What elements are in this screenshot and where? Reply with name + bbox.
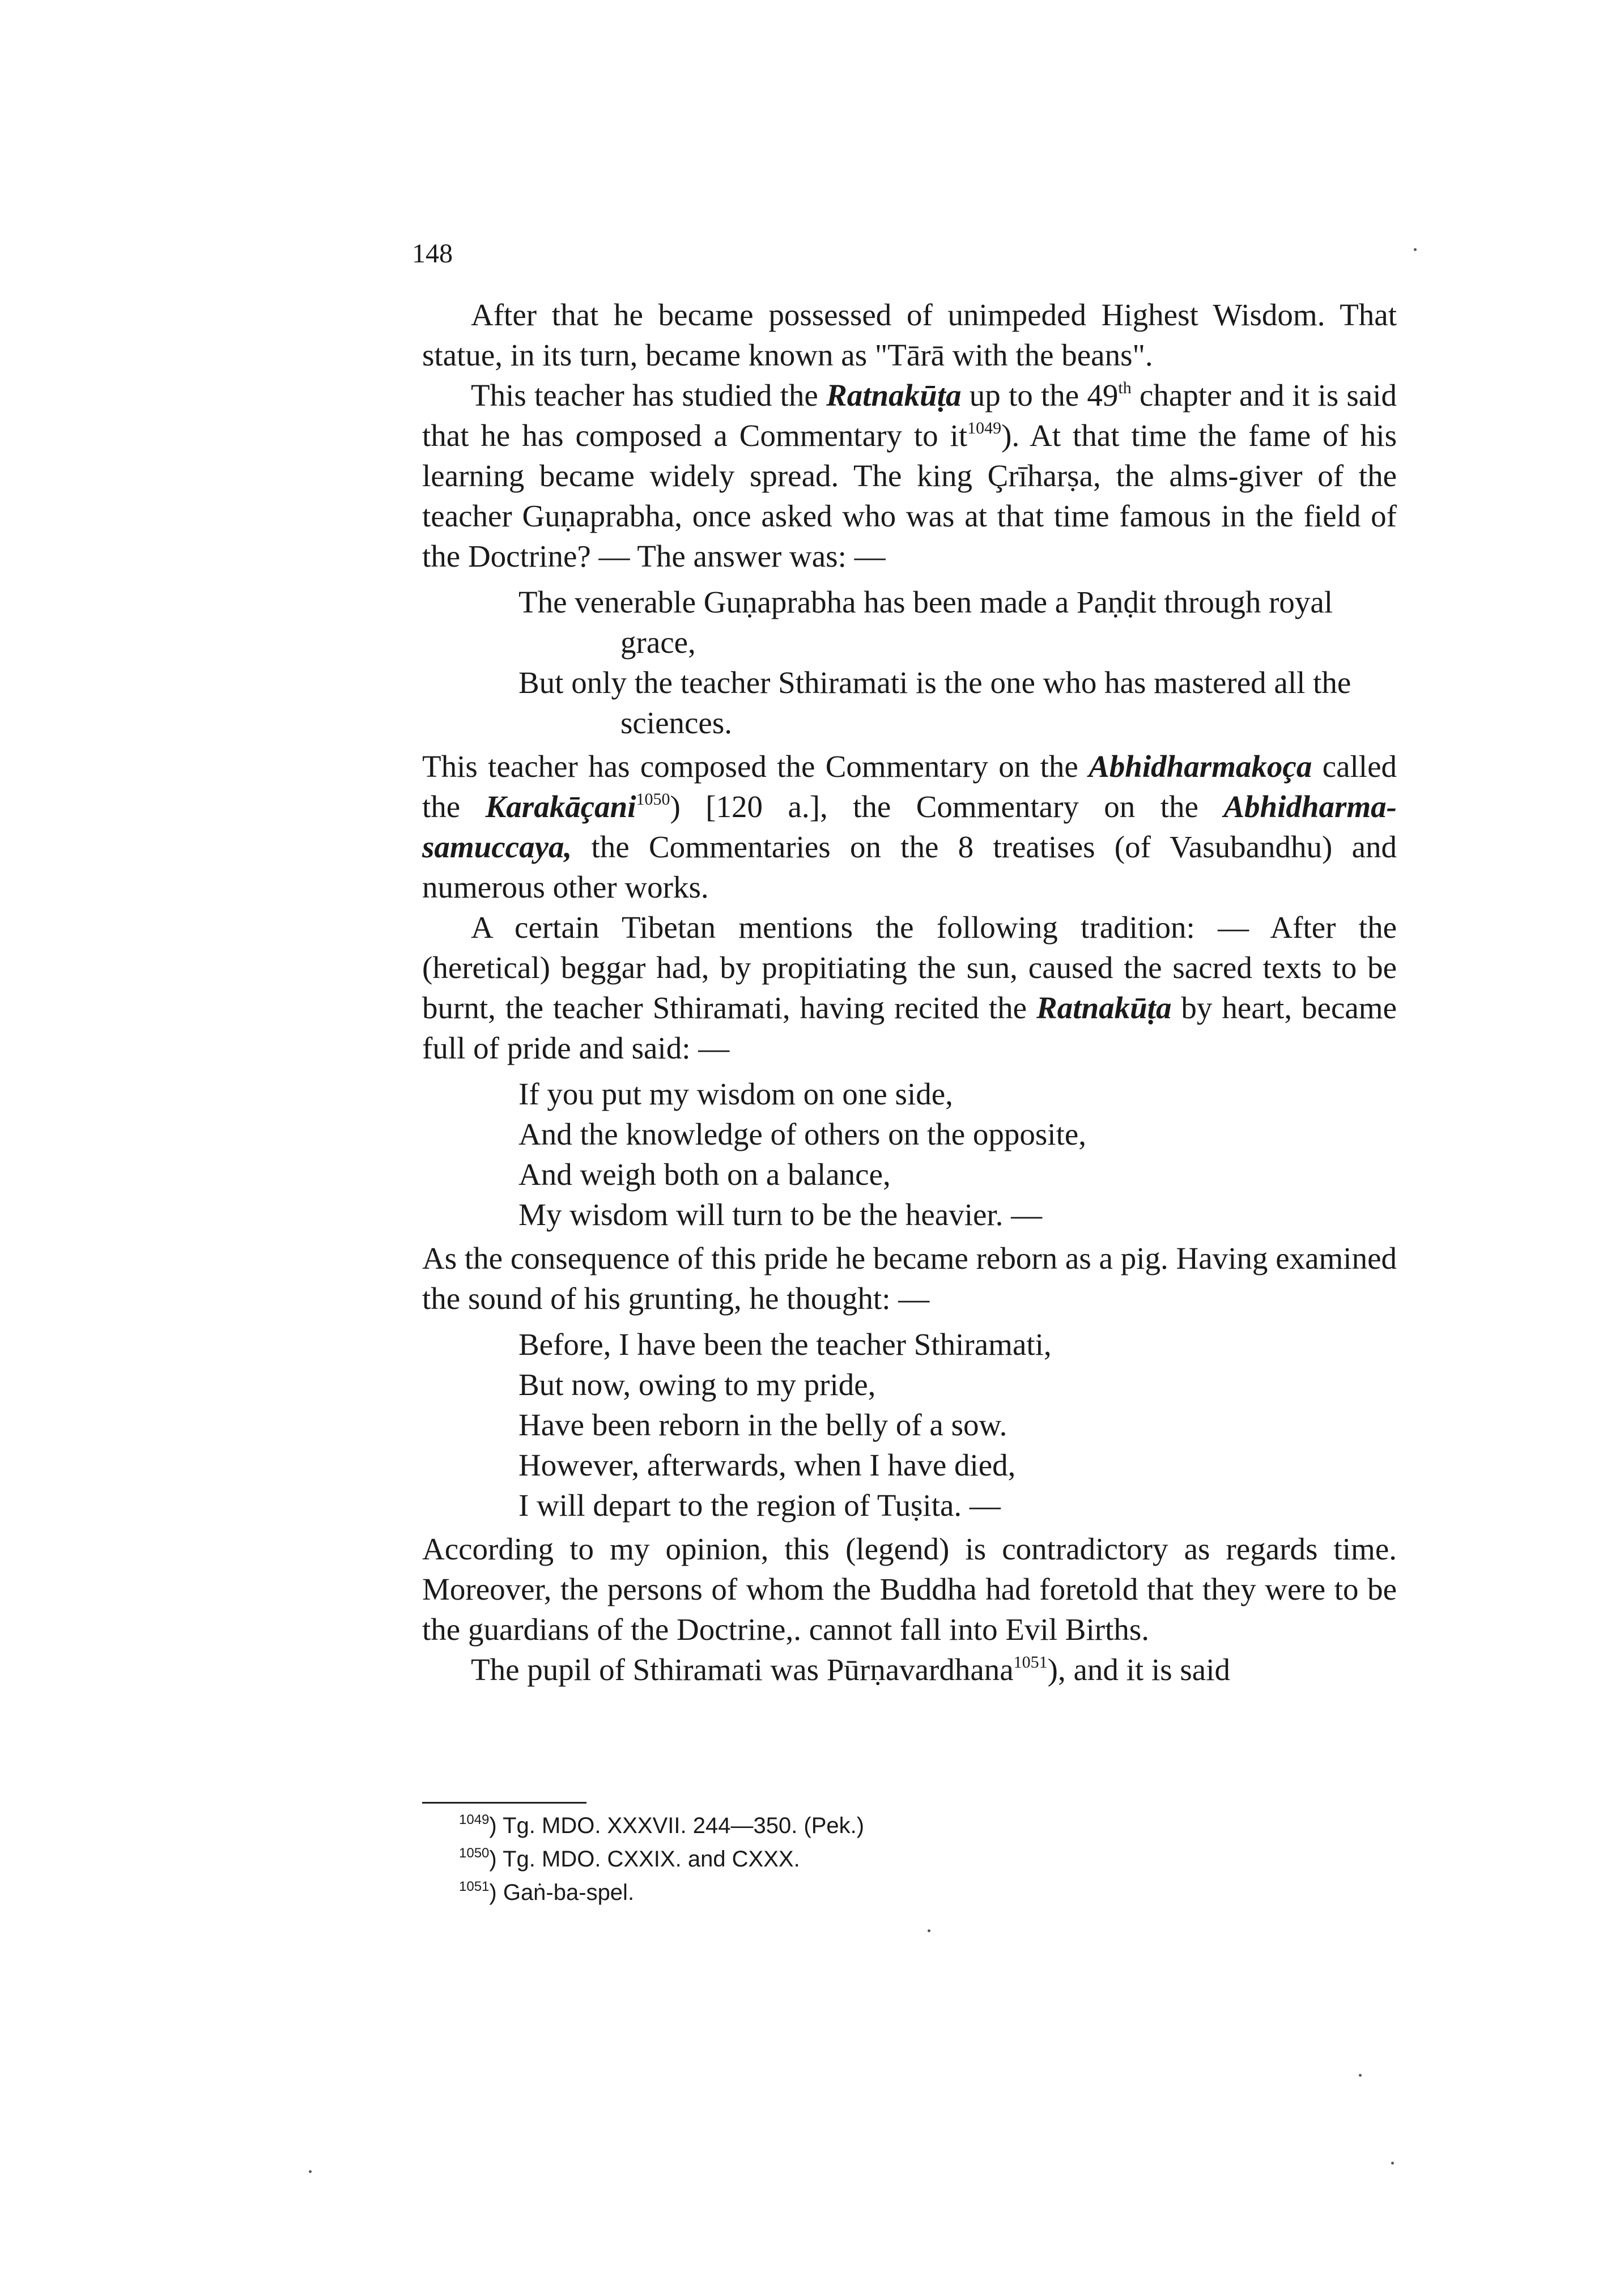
footnote-number: 1049 [459,1812,490,1827]
footnote-1051 [459,1876,1309,1910]
paragraph-2-text-d: ). At that time the fame of his learning became widely spread. The king Çrīharṣa, the alms-giver of the teacher Guṇaprabha, once asked who was at that time famous in the field of the Doctrine? — The answer was: — [422,418,1397,573]
main-text [422,295,1397,1690]
verse-2-line-1: If you put my wisdom on one side, [518,1077,953,1111]
paragraph-3-text-b: called the [422,749,1397,824]
verse-2 [422,1074,1397,1235]
title-abhidharmakosa: Abhidharmakoça [1089,749,1312,784]
paragraph-6: According to my opinion, this (legend) is contradictory as regards time. Moreover, the persons of whom the Buddha had foretold that they were to be the guardians of the Doctrine,. cannot fall into Evil Births. [422,1532,1397,1647]
verse-1-line-2: But only the teacher Sthiramati is the one who has mastered all the sciences. [518,665,1351,740]
footnote-ref-1050: 1050 [636,790,670,809]
verse-3-line-2: But now, owing to my pride, [518,1367,876,1402]
footnotes [459,1809,1309,1910]
footnote-1050 [459,1843,1309,1876]
paper-speck [1414,248,1417,251]
paragraph-3-text-d: the Commentaries on the 8 treatises (of Vasubandhu) and numerous other works. [422,830,1397,904]
verse-1 [422,582,1397,743]
paper-speck [309,2170,312,2173]
paragraph-1: After that he became possessed of unimpeded Highest Wisdom. That statue, in its turn, became known as "Tārā with the beans". [422,297,1397,372]
footnote-text: ) Tg. MDO. CXXIX. and CXXX. [489,1847,800,1872]
verse-3-line-4: However, afterwards, when I have died, [518,1448,1016,1482]
verse-3-line-5: I will depart to the region of Tuṣita. — [518,1488,1001,1523]
footnote-divider [422,1802,586,1804]
verse-2-line-2: And the knowledge of others on the opposite, [518,1117,1087,1151]
paper-speck [1391,2162,1394,2165]
paragraph-3-text-a: This teacher has composed the Commentary on the [422,749,1089,784]
footnote-number: 1051 [459,1879,490,1894]
title-ratnakuta: Ratnakūṭa [826,378,962,413]
page-number: 148 [412,239,453,269]
paragraph-7-text-b: ), and it is said [1047,1652,1230,1687]
verse-1-line-1: The venerable Guṇaprabha has been made a Paṇḍit through royal grace, [518,585,1333,660]
footnote-number: 1050 [459,1846,490,1861]
title-ratnakuta-2: Ratnakūṭa [1036,990,1172,1025]
paragraph-4 [422,907,1397,1068]
title-karakasani: Karakāçani [485,789,636,824]
paragraph-5: As the consequence of this pride he became reborn as a pig. Having examined the sound of his grunting, he thought: — [422,1241,1397,1316]
paragraph-2-text-c: chapter and it is said that he has composed a Commentary to it [422,378,1397,453]
verse-3 [422,1324,1397,1525]
ordinal-suffix: th [1118,379,1132,397]
footnote-ref-1051: 1051 [1013,1653,1048,1672]
paragraph-2 [422,375,1397,576]
verse-2-line-4: My wisdom will turn to be the heavier. — [518,1197,1043,1232]
paragraph-3-text-c: ) [120 a.], the Commentary on the [670,789,1224,824]
paragraph-7 [422,1649,1397,1690]
paragraph-2-text-a: This teacher has studied the [471,378,827,413]
verse-2-line-3: And weigh both on a balance, [518,1157,891,1192]
paper-speck [928,1929,930,1932]
footnote-text: ) Gaṅ-ba-spel. [489,1880,635,1905]
footnote-1049 [459,1809,1309,1843]
paragraph-4-text-b: by heart, became full of pride and said: — [422,990,1397,1065]
title-abhidharma-samuccaya: Abhidharma-samuccaya, [422,789,1397,864]
paragraph-2-text-b: up to the 49 [961,378,1119,413]
paper-speck [1359,2074,1362,2077]
paragraph-3 [422,746,1397,907]
paragraph-7-text-a: The pupil of Sthiramati was Pūrṇavardhana [471,1652,1014,1687]
verse-3-line-3: Have been reborn in the belly of a sow. [518,1408,1007,1442]
verse-3-line-1: Before, I have been the teacher Sthiramati, [518,1327,1052,1362]
paragraph-4-text-a: A certain Tibetan mentions the following tradition: — After the (heretical) beggar had, by propitiating the sun, caused the sacred texts to be burnt, the teacher Sthiramati, having recited the [422,910,1397,1025]
footnote-ref-1049: 1049 [967,419,1002,437]
footnote-text: ) Tg. MDO. XXXVII. 244—350. (Pek.) [489,1813,865,1838]
